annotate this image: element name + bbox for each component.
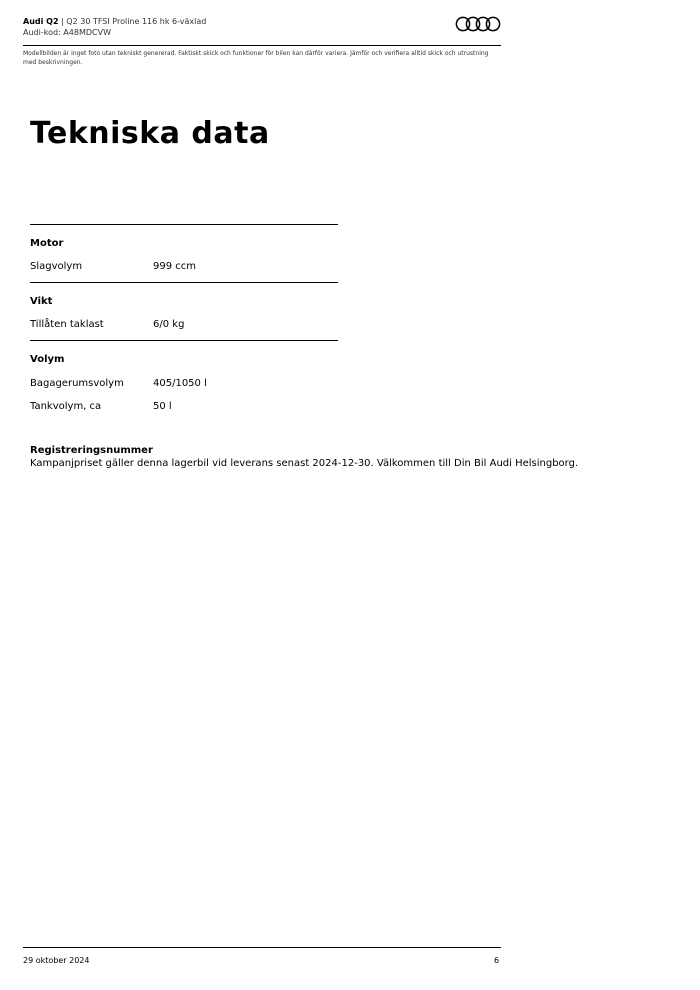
header-divider — [23, 45, 501, 46]
section-title: Motor — [30, 238, 64, 249]
spec-row — [30, 400, 338, 413]
page-number: 6 — [494, 956, 500, 965]
spec-row — [30, 377, 338, 390]
brand-name: Audi Q2 — [23, 17, 59, 26]
disclaimer-text: Modellbilden är inget foto utan tekniskt genererad. Faktiskt skick och funktioner för bilen kan därför variera. Jämför och verifiera alltid skick och utrustning med beskrivningen. — [23, 50, 489, 66]
registration-title: Registreringsnummer — [30, 445, 153, 456]
section-title: Vikt — [30, 296, 53, 307]
page-title: Tekniska data — [30, 116, 270, 151]
footer-divider — [23, 947, 501, 948]
section-motor — [30, 224, 338, 273]
spec-row — [30, 260, 338, 273]
registration-text: Kampanjpriset gäller denna lagerbil vid leverans senast 2024-12-30. Välkommen till Din Bil Audi Helsingborg. — [30, 458, 579, 469]
section-vikt — [30, 282, 338, 331]
audi-rings-icon — [455, 16, 501, 32]
document-header — [23, 16, 206, 38]
model-name: Q2 30 TFSI Proline 116 hk 6-växlad — [66, 17, 207, 26]
section-volym — [30, 340, 338, 413]
spec-value: 405/1050 l — [153, 378, 207, 389]
section-title: Volym — [30, 354, 65, 365]
footer-date: 29 oktober 2024 — [23, 956, 90, 965]
spec-label: Bagagerumsvolym — [30, 378, 124, 389]
registration-block — [30, 444, 590, 470]
spec-row — [30, 318, 338, 331]
spec-value: 50 l — [153, 401, 172, 412]
header-separator: | — [58, 17, 67, 26]
spec-label: Slagvolym — [30, 261, 83, 272]
model-line — [23, 16, 206, 27]
spec-value: 6/0 kg — [153, 319, 185, 330]
spec-label: Tankvolym, ca — [30, 401, 102, 412]
audi-code: Audi-kod: A48MDCVW — [23, 28, 111, 37]
spec-value: 999 ccm — [153, 261, 197, 272]
spec-label: Tillåten taklast — [30, 319, 104, 330]
